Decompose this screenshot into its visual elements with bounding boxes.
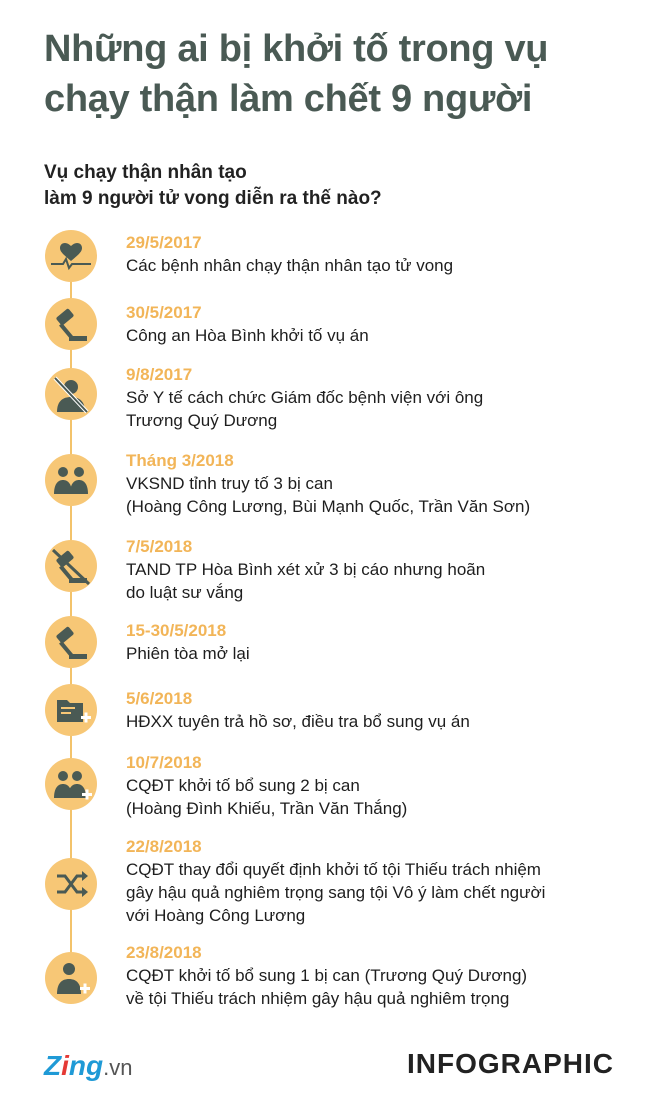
logo-i: i [61,1050,69,1081]
event-date: 30/5/2017 [126,303,202,322]
shuffle-icon [45,858,97,910]
event-description [126,324,626,347]
event-date: 7/5/2018 [126,537,193,556]
event-line: Sở Y tế cách chức Giám đốc bệnh viện với ông [126,388,484,407]
heartbeat-icon [45,230,97,282]
event-line: CQĐT khởi tố bổ sung 2 bị can [126,776,360,795]
event-line: CQĐT khởi tố bổ sung 1 bị can (Trương Quý Dương) [126,966,528,985]
event-line: với Hoàng Công Lương [126,906,306,925]
dismissed-person-icon [45,368,97,420]
event-date: 15-30/5/2018 [126,621,227,640]
event-description [126,472,626,518]
zing-logo [44,1050,132,1084]
event-date: 5/6/2018 [126,689,193,708]
page-title [44,24,644,124]
event-line: Công an Hòa Bình khởi tố vụ án [126,326,369,345]
subtitle-line-1: Vụ chạy thận nhân tạo [44,162,247,183]
event-line: CQĐT thay đổi quyết định khởi tố tội Thiếu trách nhiệm [126,860,541,879]
subtitle-line-2: làm 9 người tử vong diễn ra thế nào? [44,188,382,209]
event-line: TAND TP Hòa Bình xét xử 3 bị cáo nhưng hoãn [126,560,486,579]
logo-z: Z [44,1050,62,1081]
person-add-icon [45,952,97,1004]
title-line-1: Những ai bị khởi tố trong vụ [44,28,549,70]
event-date: 29/5/2017 [126,233,202,252]
logo-ng: ng [68,1050,104,1081]
event-date: 23/8/2018 [126,943,202,962]
group-add-icon [45,758,97,810]
event-description [126,710,626,733]
event-date: Tháng 3/2018 [126,451,234,470]
title-line-2: chạy thận làm chết 9 người [44,78,533,120]
infographic-label: INFOGRAPHIC [407,1048,614,1079]
event-date: 22/8/2018 [126,837,202,856]
event-description [126,558,626,604]
event-line: Phiên tòa mở lại [126,644,250,663]
event-line: (Hoàng Công Lương, Bùi Mạnh Quốc, Trần Văn Sơn) [126,497,531,516]
event-date: 9/8/2017 [126,365,193,384]
event-line: Các bệnh nhân chạy thận nhân tạo tử vong [126,256,454,275]
event-description [126,642,626,665]
event-description [126,964,626,1010]
event-line: HĐXX tuyên trả hồ sơ, điều tra bổ sung vụ án [126,712,470,731]
event-line: VKSND tỉnh truy tố 3 bị can [126,474,333,493]
subtitle [44,160,604,212]
event-description [126,858,626,927]
event-line: gây hậu quả nghiêm trọng sang tội Vô ý làm chết người [126,883,546,902]
gavel-icon [45,616,97,668]
event-line: do luật sư vắng [126,583,244,602]
folder-add-icon [45,684,97,736]
event-line: Trương Quý Dương [126,411,278,430]
event-line: về tội Thiếu trách nhiệm gây hậu quả nghiêm trọng [126,989,510,1008]
event-description [126,774,626,820]
event-line: (Hoàng Đình Khiếu, Trần Văn Thắng) [126,799,408,818]
gavel-crossed-icon [45,540,97,592]
logo-vn: .vn [103,1055,133,1080]
event-date: 10/7/2018 [126,753,202,772]
event-description [126,254,626,277]
group-icon [45,454,97,506]
gavel-icon [45,298,97,350]
event-description [126,386,626,432]
